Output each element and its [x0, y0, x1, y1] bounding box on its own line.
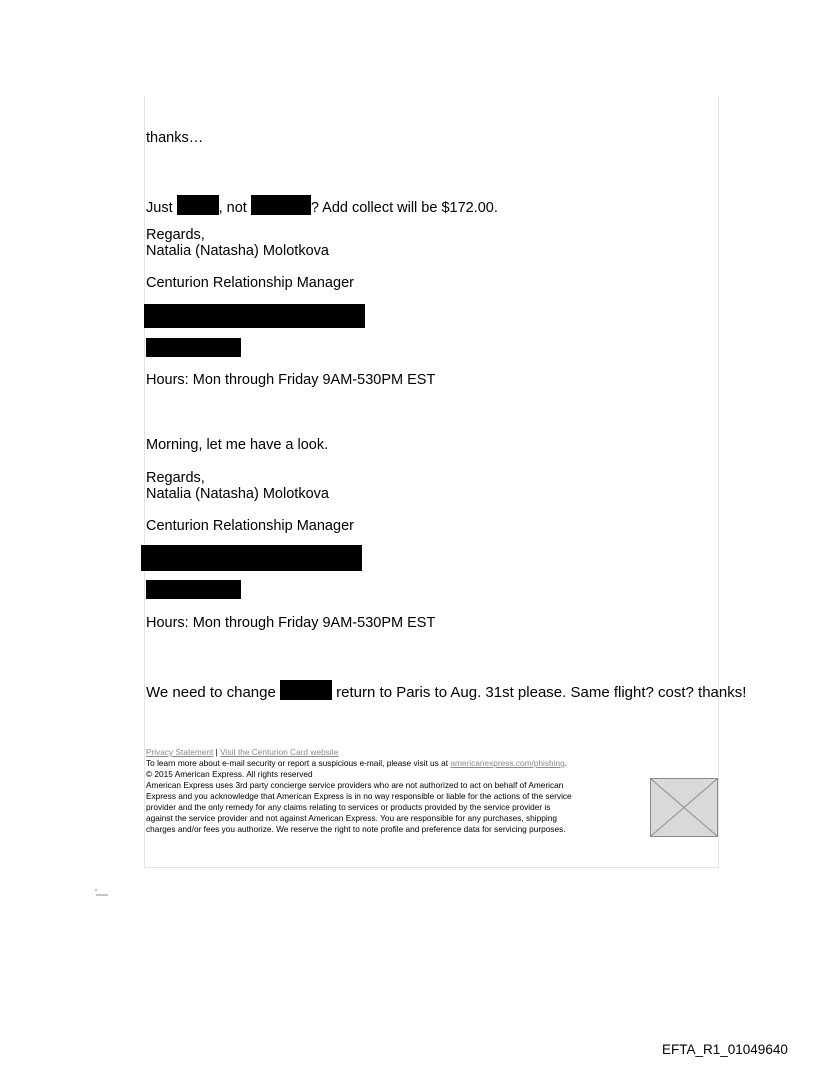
privacy-statement-link[interactable]: Privacy Statement — [146, 747, 214, 757]
original-after: return to Paris to Aug. 31st please. Same flight? cost? thanks! — [336, 684, 747, 701]
reply1-hours: Hours: Mon through Friday 9AM-530PM EST — [146, 372, 436, 388]
reply1-signature-title: Centurion Relationship Manager — [146, 275, 354, 291]
reply2-greeting: Morning, let me have a look. — [146, 437, 329, 453]
disclaimer-line: charges and/or fees you authorize. We reserve the right to note profile and preference data for servicing purposes. — [146, 824, 566, 834]
footer-copyright: © 2015 American Express. All rights reserved — [146, 769, 313, 779]
period: . — [564, 758, 568, 768]
redaction-box — [177, 195, 219, 215]
reply1-greeting: thanks… — [146, 130, 204, 146]
redaction-box — [141, 545, 362, 571]
phishing-link[interactable]: americanexpress.com/phishing — [450, 758, 565, 768]
redaction-box — [146, 580, 241, 599]
reply2-signature-title: Centurion Relationship Manager — [146, 518, 354, 534]
image-placeholder-icon — [650, 778, 718, 837]
redaction-box — [144, 304, 365, 328]
just-text: Just — [146, 200, 173, 216]
add-collect-text: ? Add collect will be $172.00. — [310, 200, 498, 216]
disclaimer-line: American Express uses 3rd party concierge service providers who are not authorized to act on behalf of American — [146, 780, 564, 790]
reply1-regards: Regards, — [146, 227, 205, 243]
reply2-regards: Regards, — [146, 470, 205, 486]
document-id: EFTA_R1_01049640 — [662, 1042, 788, 1057]
redaction-box — [251, 195, 311, 215]
footer-links — [146, 747, 338, 758]
reply2-signature-name: Natalia (Natasha) Molotkova — [146, 486, 329, 502]
redaction-box — [280, 680, 332, 700]
original-message — [146, 680, 746, 701]
disclaimer-line: provider and the only remedy for any claims relating to services or products provided by the service provider is — [146, 802, 551, 812]
disclaimer-line: Express and you acknowledge that American Express is in no way responsible or liable for the actions of the service — [146, 791, 572, 801]
original-before: We need to change — [146, 684, 276, 701]
security-text: To learn more about e-mail security or report a suspicious e-mail, please visit us at — [146, 758, 449, 768]
redaction-box — [146, 338, 241, 357]
footer-security-line — [146, 758, 567, 769]
centurion-website-link[interactable]: Visit the Centurion Card website — [220, 747, 339, 757]
disclaimer-line: against the service provider and not against American Express. You are responsible for any purchases, shipping — [146, 813, 557, 823]
reply1-collect-line — [146, 195, 498, 217]
not-text: , not — [218, 200, 247, 216]
link-separator: | — [215, 747, 218, 757]
stray-mark — [95, 883, 109, 891]
reply1-signature-name: Natalia (Natasha) Molotkova — [146, 243, 329, 259]
reply2-hours: Hours: Mon through Friday 9AM-530PM EST — [146, 615, 436, 631]
